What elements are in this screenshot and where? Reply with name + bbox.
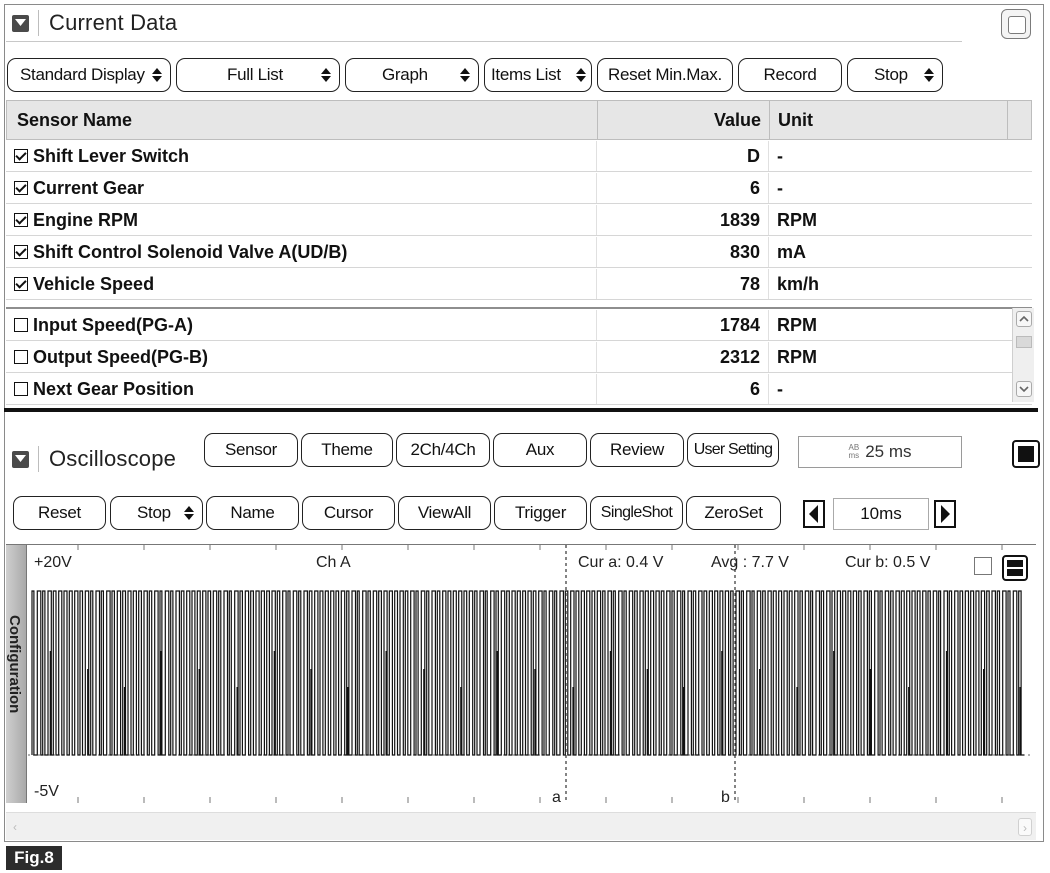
sensor-value: 830 [596, 237, 764, 267]
display-mode-select[interactable] [7, 58, 171, 92]
scroll-right-icon[interactable]: › [1018, 818, 1032, 836]
theme-button[interactable]: Theme [301, 433, 393, 467]
updown-icon [152, 67, 162, 83]
channel-visible-checkbox[interactable] [974, 557, 992, 575]
header-divider [38, 10, 39, 36]
table-row[interactable] [6, 310, 1032, 341]
cursor-a-marker[interactable]: a [552, 789, 561, 806]
list-mode-label: Full List [227, 65, 283, 84]
sensor-value: 6 [596, 374, 764, 404]
sensor-unit: RPM [768, 342, 1008, 372]
trigger-button[interactable]: Trigger [494, 496, 587, 530]
sensor-name-cell [14, 374, 194, 404]
cursor-b-marker[interactable]: b [721, 789, 730, 806]
sensor-name: Current Gear [33, 178, 145, 198]
graph-label: Graph [382, 65, 428, 84]
sensor-name-cell [14, 141, 189, 171]
updown-icon [576, 67, 586, 83]
table-row[interactable] [6, 342, 1032, 373]
table-row[interactable] [6, 237, 1032, 268]
collapse-icon[interactable] [12, 15, 29, 32]
row-checkbox[interactable] [14, 181, 28, 195]
panel-splitter[interactable] [4, 408, 1038, 412]
table-row[interactable] [6, 173, 1032, 204]
cursor-b-readout: Cur b: 0.5 V [845, 554, 931, 571]
row-checkbox[interactable] [14, 277, 28, 291]
stop-label: Stop [137, 503, 171, 522]
configuration-tab[interactable] [6, 545, 27, 803]
updown-icon [460, 67, 470, 83]
sensor-name-cell [14, 342, 208, 372]
sensor-name: Output Speed(PG-B) [33, 347, 208, 367]
window-toggle-icon[interactable] [1001, 9, 1031, 39]
sensor-name: Shift Lever Switch [33, 146, 190, 166]
sensor-name: Vehicle Speed [33, 274, 155, 294]
collapse-icon[interactable] [12, 451, 29, 468]
channel-a-waveform [32, 591, 1024, 755]
y-min-label: -5V [34, 783, 59, 800]
stop-select[interactable] [110, 496, 203, 530]
row-checkbox[interactable] [14, 245, 28, 259]
sensor-name: Engine RPM [33, 210, 139, 230]
sensor-unit: - [768, 173, 1008, 203]
channel-label: Ch A [316, 554, 351, 571]
sensor-unit: km/h [768, 269, 1008, 299]
channel-mode-button[interactable]: 2Ch/4Ch [396, 433, 490, 467]
graph-select[interactable] [345, 58, 479, 92]
cursor-a-readout: Cur a: 0.4 V [578, 554, 664, 571]
items-list-label: Items List [491, 65, 561, 84]
scroll-up-icon[interactable] [1016, 311, 1032, 327]
header-underline [6, 41, 962, 42]
maximize-icon[interactable] [1012, 440, 1040, 468]
sensor-value: 2312 [596, 342, 764, 372]
table-row[interactable] [6, 374, 1032, 405]
average-readout: Avg : 7.7 V [711, 554, 789, 571]
sensor-unit: - [768, 374, 1008, 404]
sensor-name-cell [14, 310, 193, 340]
scroll-thumb[interactable] [1016, 336, 1032, 348]
sensor-value: D [596, 141, 764, 171]
updown-icon [924, 67, 934, 83]
waveform-plot[interactable] [28, 545, 1032, 806]
timebase-value[interactable]: 10ms [833, 498, 929, 530]
waveform-scrollbar[interactable] [6, 812, 1036, 840]
sensor-unit: mA [768, 237, 1008, 267]
items-list-select[interactable] [484, 58, 592, 92]
current-data-title: Current Data [49, 10, 178, 35]
aux-button[interactable]: Aux [493, 433, 587, 467]
sensor-name-cell [14, 237, 347, 267]
y-max-label: +20V [34, 554, 72, 571]
zero-set-button[interactable]: ZeroSet [686, 496, 781, 530]
updown-icon [184, 505, 194, 521]
row-checkbox[interactable] [14, 149, 28, 163]
column-header-spacer [1007, 101, 1033, 139]
name-button[interactable]: Name [206, 496, 299, 530]
sensor-value: 6 [596, 173, 764, 203]
sensor-name: Input Speed(PG-A) [33, 315, 193, 335]
split-view-icon[interactable] [1002, 555, 1028, 581]
stop-label: Stop [874, 65, 908, 84]
record-button[interactable]: Record [738, 58, 842, 92]
user-setting-button[interactable]: User Setting [687, 433, 779, 467]
column-header-value[interactable]: Value [597, 101, 765, 139]
table-scrollbar[interactable] [1012, 308, 1034, 402]
sensor-value: 78 [596, 269, 764, 299]
sensor-unit: - [768, 141, 1008, 171]
configuration-label: Configuration [6, 615, 23, 714]
column-header-unit[interactable]: Unit [769, 101, 1009, 139]
sensor-name: Next Gear Position [33, 379, 195, 399]
display-mode-label: Standard Display [20, 65, 145, 84]
sensor-name: Shift Control Solenoid Valve A(UD/B) [33, 242, 348, 262]
table-row[interactable] [6, 141, 1032, 172]
stop-select[interactable] [847, 58, 943, 92]
row-checkbox[interactable] [14, 318, 28, 332]
pinned-rows-divider [6, 307, 1032, 309]
scope-display [6, 544, 1036, 808]
reset-minmax-button[interactable]: Reset Min.Max. [597, 58, 733, 92]
sensor-button[interactable]: Sensor [204, 433, 298, 467]
sensor-unit: RPM [768, 205, 1008, 235]
scroll-down-icon[interactable] [1016, 381, 1032, 397]
column-header-sensor-name[interactable]: Sensor Name [17, 110, 133, 130]
sensor-name-cell [14, 205, 138, 235]
interval-icon: AB ms [848, 443, 860, 460]
list-mode-select[interactable] [176, 58, 340, 92]
table-row[interactable] [6, 269, 1032, 300]
sensor-name-cell [14, 269, 154, 299]
scroll-left-icon[interactable]: ‹ [13, 820, 17, 834]
sample-interval-value: 25 ms [865, 442, 912, 461]
sensor-unit: RPM [768, 310, 1008, 340]
row-checkbox[interactable] [14, 382, 28, 396]
figure-label: Fig.8 [6, 846, 62, 870]
sensor-value: 1839 [596, 205, 764, 235]
header-divider [38, 446, 39, 472]
oscilloscope-title: Oscilloscope [49, 446, 177, 471]
updown-icon [321, 67, 331, 83]
sensor-table [6, 100, 1032, 404]
view-all-button[interactable]: ViewAll [398, 496, 491, 530]
table-header [6, 100, 1032, 140]
review-button[interactable]: Review [590, 433, 684, 467]
oscilloscope-header [12, 446, 176, 472]
row-checkbox[interactable] [14, 213, 28, 227]
sample-interval-field[interactable] [798, 436, 962, 468]
waveform-canvas [28, 545, 1032, 803]
row-checkbox[interactable] [14, 350, 28, 364]
sensor-name-cell [14, 173, 144, 203]
sensor-value: 1784 [596, 310, 764, 340]
single-shot-button[interactable]: SingleShot [590, 496, 683, 530]
timebase-decrease-icon[interactable] [803, 500, 825, 528]
cursor-button[interactable]: Cursor [302, 496, 395, 530]
current-data-header [12, 10, 177, 36]
table-row[interactable] [6, 205, 1032, 236]
timebase-increase-icon[interactable] [934, 500, 956, 528]
reset-button[interactable]: Reset [13, 496, 106, 530]
